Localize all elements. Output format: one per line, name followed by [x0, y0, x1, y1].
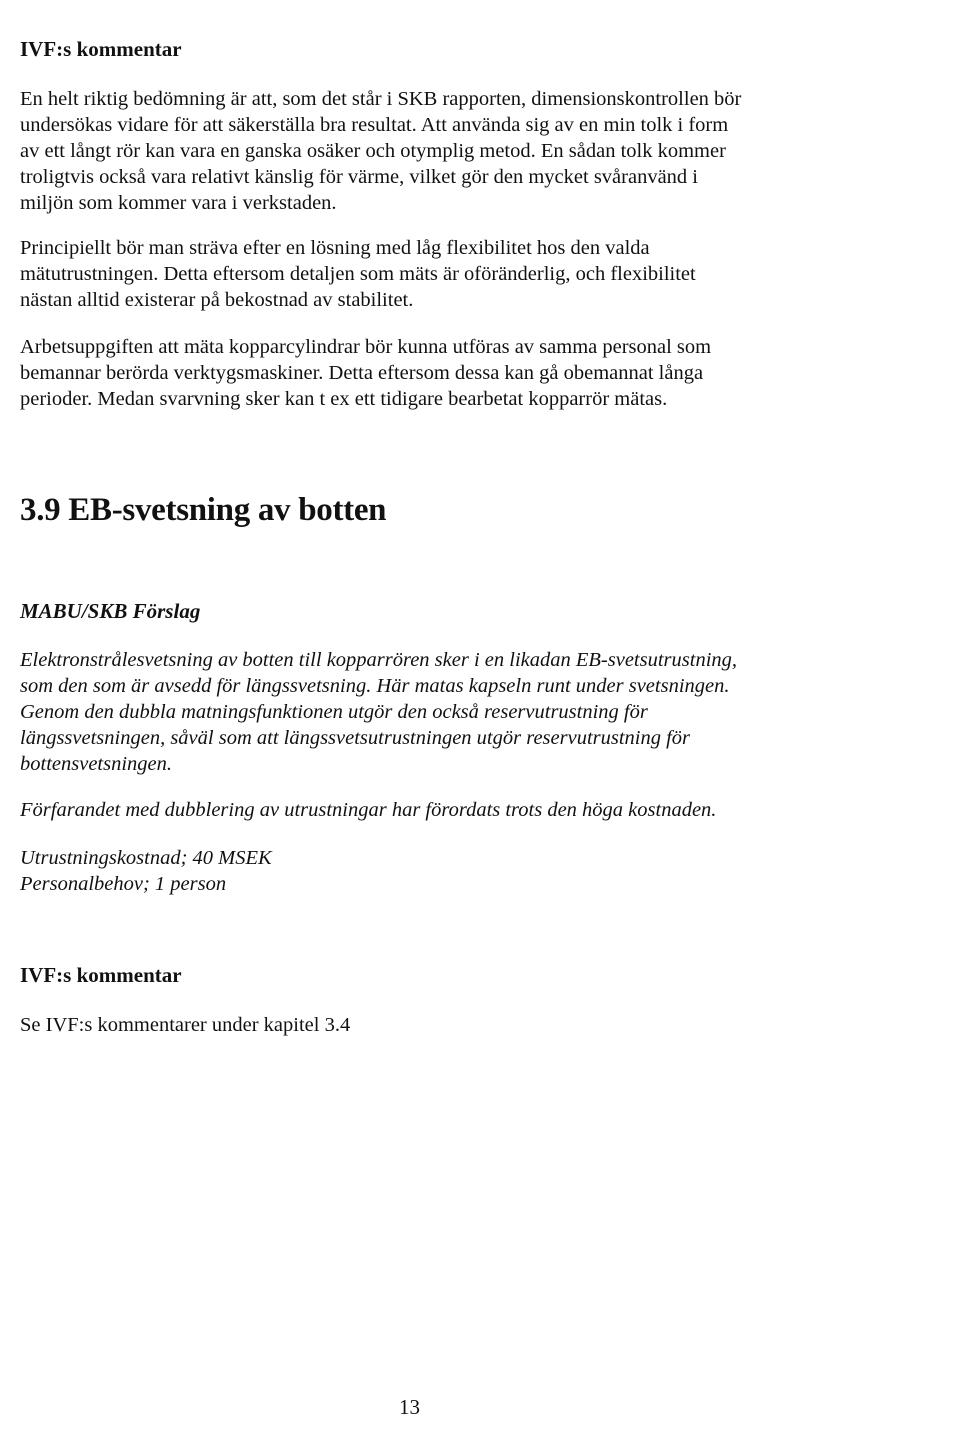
- text-line: av ett långt rör kan vara en ganska osäker och otymplig metod. En sådan tolk kommer: [20, 140, 726, 162]
- equipment-cost: Utrustningskostnad; 40 MSEK: [20, 847, 272, 869]
- text-line: Genom den dubbla matningsfunktionen utgör den också reservutrustning för: [20, 701, 648, 723]
- text-line: Förfarandet med dubblering av utrustningar har förordats trots den höga kostnaden.: [20, 799, 717, 821]
- paragraph: [20, 1012, 920, 1038]
- text-line: Elektronstrålesvetsning av botten till kopparrören sker i en likadan EB-svetsutrustning,: [20, 649, 738, 671]
- text-line: undersökas vidare för att säkerställa bra resultat. Att använda sig av en min tolk i form: [20, 114, 729, 136]
- text-line: En helt riktig bedömning är att, som det står i SKB rapporten, dimensionskontrollen bör: [20, 88, 742, 110]
- text-line: som den som är avsedd för längssvetsning. Här matas kapseln runt under svetsningen.: [20, 675, 730, 697]
- text-line: Se IVF:s kommentarer under kapitel 3.4: [20, 1014, 351, 1036]
- section-heading-ivf-comment-2: IVF:s kommentar: [20, 963, 182, 987]
- paragraph: [20, 86, 920, 216]
- text-line: Arbetsuppgiften att mäta kopparcylindrar bör kunna utföras av samma personal som: [20, 336, 712, 358]
- page-number: 13: [399, 1395, 420, 1419]
- text-line: bemannar berörda verktygsmaskiner. Detta eftersom dessa kan gå obemannat långa: [20, 362, 704, 384]
- proposal-heading: MABU/SKB Förslag: [20, 599, 201, 623]
- text-line: troligtvis också vara relativt känslig för värme, vilket gör den mycket svåranvänd i: [20, 166, 699, 188]
- text-line: Principiellt bör man sträva efter en lösning med låg flexibilitet hos den valda: [20, 237, 650, 259]
- proposal-costs: [20, 845, 920, 897]
- paragraph: [20, 235, 920, 313]
- text-line: perioder. Medan svarvning sker kan t ex ett tidigare bearbetat kopparrör mätas.: [20, 388, 668, 410]
- paragraph: [20, 334, 920, 412]
- staffing-need: Personalbehov; 1 person: [20, 873, 227, 895]
- text-line: längssvetsningen, såväl som att längssvetsutrustningen utgör reservutrustning för: [20, 727, 691, 749]
- proposal-paragraph: [20, 647, 920, 777]
- text-line: miljön som kommer vara i verkstaden.: [20, 192, 337, 214]
- section-heading-ivf-comment: IVF:s kommentar: [20, 37, 182, 61]
- text-line: mätutrustningen. Detta eftersom detaljen som mäts är oföränderlig, och flexibilitet: [20, 263, 696, 285]
- text-line: nästan alltid existerar på bekostnad av stabilitet.: [20, 289, 414, 311]
- proposal-paragraph: [20, 797, 920, 823]
- chapter-title: 3.9 EB-svetsning av botten: [20, 492, 387, 528]
- text-line: bottensvetsningen.: [20, 753, 173, 775]
